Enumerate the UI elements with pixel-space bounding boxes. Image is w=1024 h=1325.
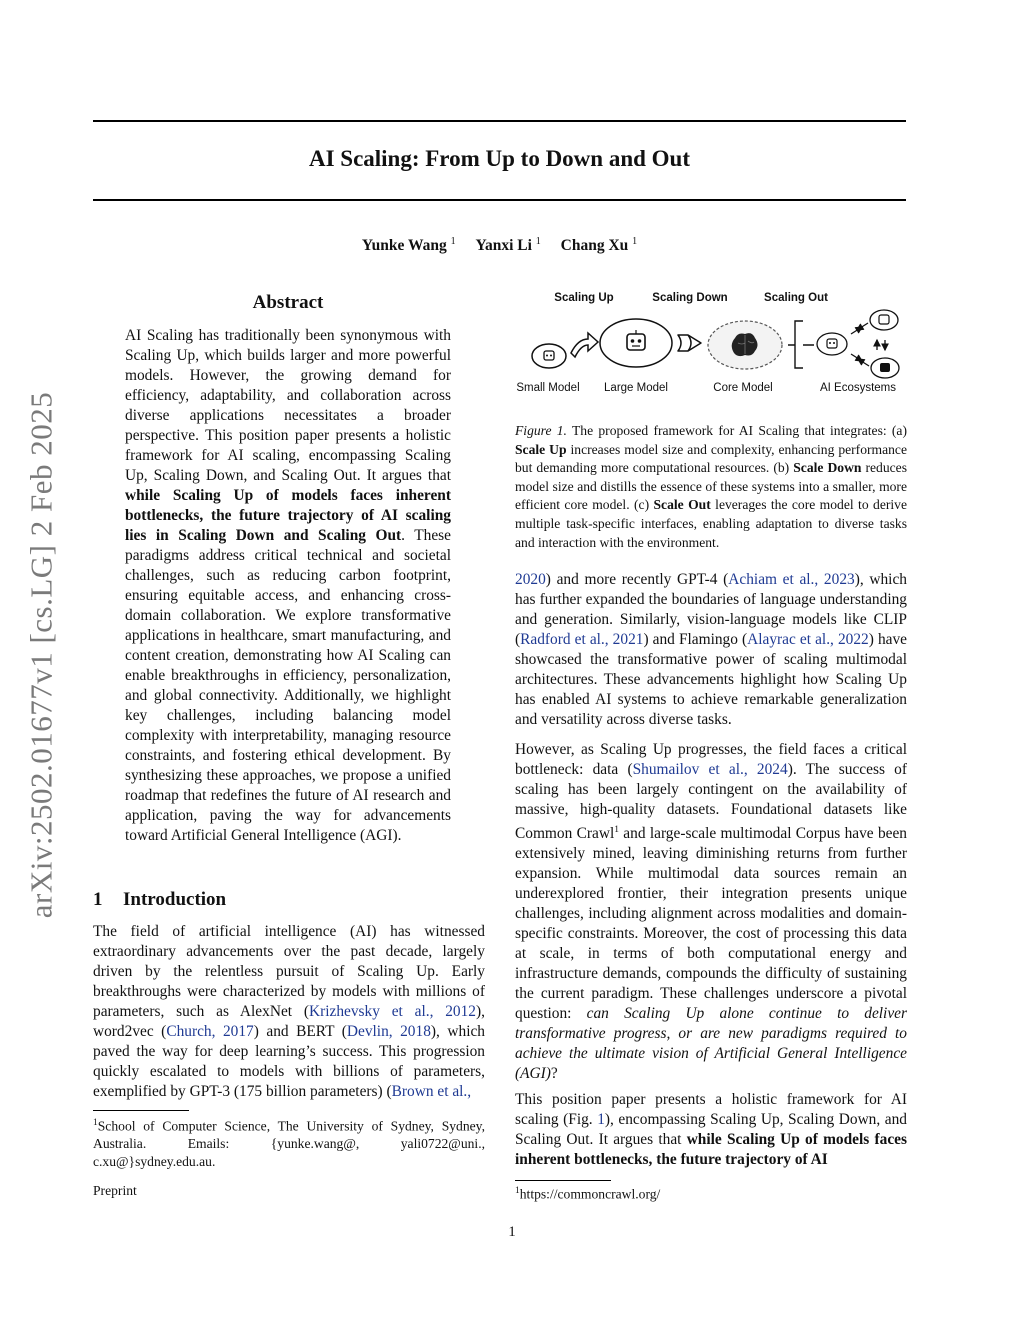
citation-link[interactable]: Shumailov et al., 2024: [632, 761, 788, 778]
citation-link[interactable]: Alayrac et al., 2022: [747, 631, 869, 648]
author: Chang Xu $^1$: [560, 236, 638, 255]
ecosystem-agent-node: [871, 358, 899, 378]
scale-down-arrow: [678, 335, 701, 351]
figure-reference-link[interactable]: 1: [597, 1111, 605, 1128]
preprint-label: Preprint: [93, 1183, 137, 1198]
scale-up-arrow: [571, 333, 598, 357]
fig-label-small-model: Small Model: [516, 382, 580, 394]
page-number: 1: [508, 1224, 516, 1240]
affiliation-footnote: $^1$School of Computer Science, The University of Sydney, Sydney, Australia. Emails: {yunke.wang@, yali0722@uni., c.xu@}sydney.edu.au.: [93, 1118, 485, 1169]
citation-link[interactable]: 2020: [515, 571, 546, 588]
citation-link[interactable]: Radford et al., 2021: [520, 631, 644, 648]
author: Yunke Wang $^1$: [361, 236, 456, 255]
commoncrawl-footnote: $^1$https://commoncrawl.org/: [515, 1186, 661, 1202]
abstract-text: AI Scaling has traditionally been synonymous with Scaling Up, which builds larger and more powerful models. However, the growing demand for efficiency, adaptability, and collaboration across diverse applications necessitates a broader perspective. This position paper presents a holistic framework for AI scaling, encompassing Scaling Up, Scaling Down, and Scaling Out. It argues that while Scaling Up of models faces inherent bottlenecks, the future trajectory of AI scaling lies in Scaling Down and Scaling Out. These paradigms address critical technical and societal challenges, such as reducing carbon footprint, ensuring equitable access, and enhancing cross-domain collaboration. We explore transformative applications in healthcare, smart manufacturing, and content creation, demonstrating how AI Scaling can enable breakthroughs in efficiency, personalization, and global connectivity. Additionally, we highlight key challenges, including balancing model complexity with interpretability, managing resource constraints, and fostering ethical development. By synthesizing these approaches, we propose a unified roadmap that redefines the future of AI research and application, paving the way for advancements toward Artificial General Intelligence (AGI).: [125, 327, 451, 844]
footnote-rule: [515, 1180, 611, 1181]
citation-link[interactable]: Devlin, 2018: [346, 1023, 431, 1040]
fig-label-core-model: Core Model: [713, 382, 773, 394]
large-model-node: [600, 319, 672, 367]
abstract-heading: Abstract: [252, 292, 324, 313]
citation-link[interactable]: Church, 2017: [166, 1023, 254, 1040]
citation-link[interactable]: Achiam et al., 2023: [728, 571, 855, 588]
citation-link[interactable]: Brown et al.,: [391, 1083, 472, 1100]
ecosystem-agent-node: [870, 310, 898, 330]
right-paragraph-1: 2020) and more recently GPT-4 (Achiam et al., 2023), which has further expanded the boundaries of language understanding and generation. Similarly, vision-language models like CLIP (Radford et al., 2021) and Flamingo (Alayrac et al., 2022) have showcased the transformative power of scaling multimodal architectures. These advancements highlight how Scaling Up has enabled AI systems to achieve remarkable generalization and versatility across diverse tasks.: [515, 571, 907, 728]
center-agent-node: [817, 333, 847, 355]
figure-caption: Figure 1. The proposed framework for AI Scaling that integrates: (a) Scale Up increases model size and complexity, enhancing performance but demanding more computational resources. (b) Scale Down reduces model size and distills the essence of these systems into a smaller, more efficient core model. (c) Scale Out leverages the core model to derive multiple task-specific interfaces, enabling adaptation to diverse tasks and interaction with the environment.: [515, 423, 908, 550]
title-bottom-rule: [93, 199, 906, 201]
right-paragraph-3: This position paper presents a holistic framework for AI scaling (Fig. 1), encompassing Scaling Up, Scaling Down, and Scaling Out. It argues that while Scaling Up of models faces inherent bottlenecks, the future trajectory of AI: [515, 1091, 907, 1168]
framework-figure: [506, 287, 906, 407]
section-heading-introduction: 1 Introduction: [93, 889, 227, 910]
fig-label-large-model: Large Model: [604, 382, 668, 394]
paper-title: AI Scaling: From Up to Down and Out: [308, 146, 691, 171]
fig-label-scaling-up: Scaling Up: [554, 292, 614, 304]
citation-link[interactable]: Krizhevsky et al., 2012: [308, 1003, 477, 1020]
arxiv-stamp: arXiv:2502.01677v1 [cs.LG] 2 Feb 2025: [23, 391, 58, 919]
right-paragraph-2: However, as Scaling Up progresses, the field faces a critical bottleneck: data (Shumailov et al., 2024). The success of scaling has been largely contingent on the availability of massive, high-quality datasets. Foundational datasets like Common Crawl$^1$ and large-scale multimodal Corpus have been extensively mined, leaving diminishing returns from further expansion. While multimodal data sources remain an underexplored frontier, their integration presents unique challenges, including alignment across modalities and domain-specific constraints. Moreover, the cost of processing this data at scale, in terms of both computational energy and infrastructure demands, compounds the difficulty of sustaining the current paradigm. These challenges underscore a pivotal question: can Scaling Up alone continue to deliver transformative progress, or are new paradigms required to achieve the ultimate vision of Artificial General Intelligence (AGI)?: [515, 741, 907, 1083]
fig-label-ai-ecosystems: AI Ecosystems: [819, 382, 897, 394]
top-rule: [93, 120, 906, 122]
small-model-node: [532, 344, 566, 368]
author: Yanxi Li $^1$: [475, 236, 541, 255]
footnote-marker[interactable]: 1: [614, 825, 619, 835]
scale-out-bracket: [788, 321, 814, 368]
author-list: [93, 236, 906, 255]
core-model-node: [708, 321, 782, 369]
footnote-rule: [93, 1110, 189, 1111]
fig-label-scaling-down: Scaling Down: [652, 292, 728, 304]
fig-label-scaling-out: Scaling Out: [764, 292, 828, 304]
intro-paragraph: The field of artificial intelligence (AI) has witnessed extraordinary advancements over the past decade, largely driven by the relentless pursuit of Scaling Up. Early breakthroughs were characterized by models with millions of parameters, such as AlexNet (Krizhevsky et al., 2012), word2vec (Church, 2017) and BERT (Devlin, 2018), which paved the way for deep learning’s success. This progression quickly escalated to models with billions of parameters, exemplified by GPT-3 (175 billion parameters) (Brown et al.,: [93, 923, 485, 1100]
